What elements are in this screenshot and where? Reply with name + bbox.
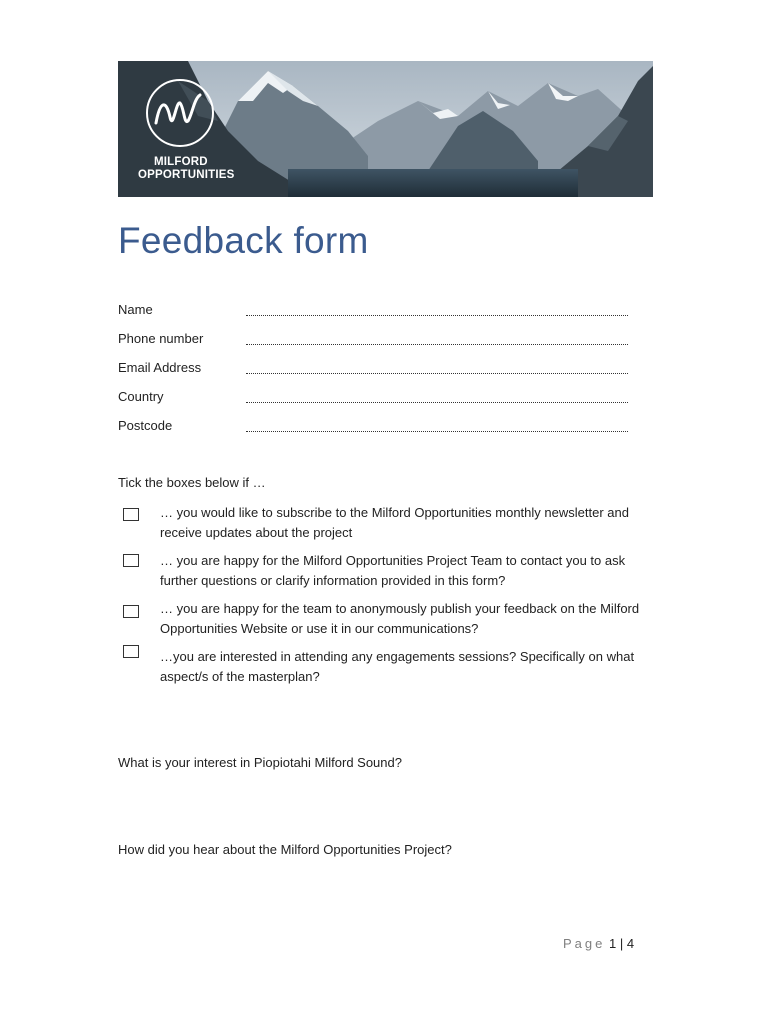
email-field-row <box>118 360 633 380</box>
email-label: Email Address <box>118 360 202 375</box>
page-total: 4 <box>626 936 635 951</box>
phone-field-row <box>118 331 633 351</box>
engagement-option-text: …you are interested in attending any engagements sessions? Specifically on what aspect/s of the masterplan? <box>160 649 635 684</box>
country-label: Country <box>118 389 164 404</box>
name-label: Name <box>118 302 153 317</box>
hear-about-question: How did you hear about the Milford Opportunities Project? <box>118 842 452 857</box>
publish-checkbox[interactable] <box>123 605 139 618</box>
newsletter-option-text: … you would like to subscribe to the Milford Opportunities monthly newsletter and receive updates about the project <box>160 505 629 540</box>
phone-input-line[interactable] <box>246 344 628 345</box>
logo-line1: MILFORD <box>154 156 208 168</box>
postcode-input-line[interactable] <box>246 431 628 432</box>
page-separator: | <box>619 936 624 951</box>
email-input-line[interactable] <box>246 373 628 374</box>
name-input-line[interactable] <box>246 315 628 316</box>
logo-text <box>138 156 235 182</box>
name-field-row <box>118 302 633 322</box>
contact-option-text: … you are happy for the Milford Opportunities Project Team to contact you to ask further questions or clarify information provided in this form? <box>160 553 626 588</box>
postcode-field-row <box>118 418 633 438</box>
phone-label: Phone number <box>118 331 204 346</box>
publish-option-text: … you are happy for the team to anonymously publish your feedback on the Milford Opportunities Website or use it in our communications? <box>160 601 640 636</box>
engagement-checkbox[interactable] <box>123 645 139 658</box>
page-current: 1 <box>609 936 617 951</box>
interest-question: What is your interest in Piopiotahi Milford Sound? <box>118 755 402 770</box>
newsletter-checkbox[interactable] <box>123 508 139 521</box>
page-number-footer <box>563 936 634 951</box>
country-input-line[interactable] <box>246 402 628 403</box>
contact-checkbox[interactable] <box>123 554 139 567</box>
country-field-row <box>118 389 633 409</box>
postcode-label: Postcode <box>118 418 173 433</box>
page-title: Feedback form <box>118 220 369 261</box>
page-word: Page <box>563 936 606 951</box>
checkbox-intro: Tick the boxes below if … <box>118 475 266 490</box>
header-banner <box>118 61 653 197</box>
logo-line2: OPPORTUNITIES <box>138 169 235 181</box>
